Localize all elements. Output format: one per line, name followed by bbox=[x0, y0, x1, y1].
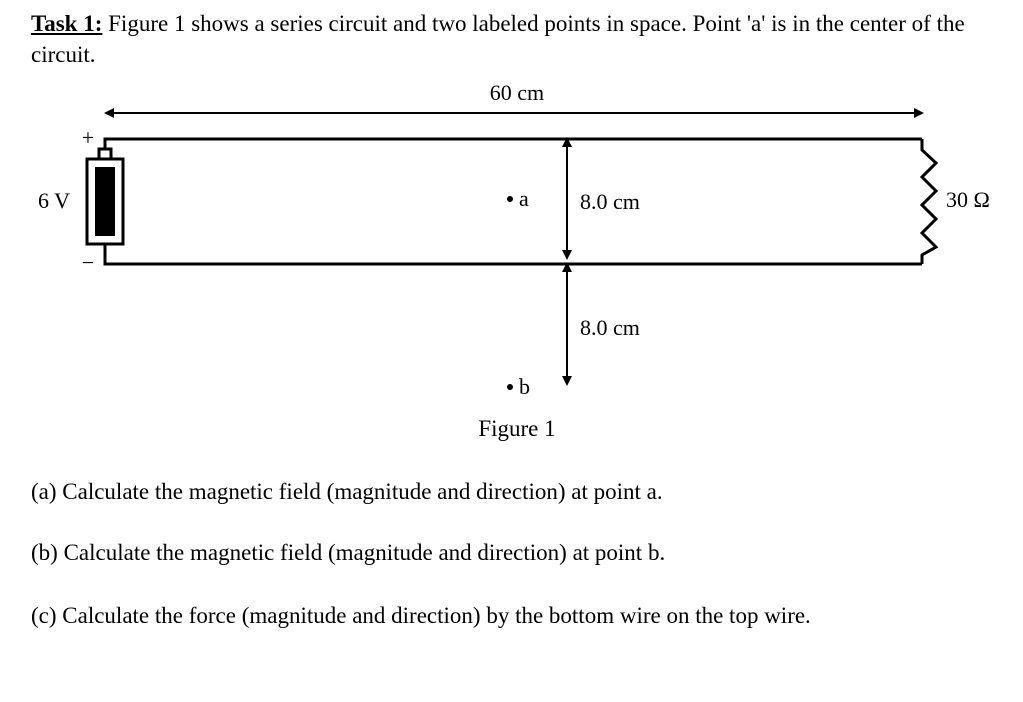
question-b: (b) Calculate the magnetic field (magnitude and direction) at point b. bbox=[31, 540, 666, 565]
bottom-wire bbox=[105, 244, 922, 264]
point-a-label: a bbox=[519, 186, 529, 211]
battery-negative-sign: − bbox=[81, 250, 95, 275]
task-description: Figure 1 shows a series circuit and two labeled points in space. Point 'a' is in the center of the circuit. bbox=[31, 11, 965, 67]
question-a: (a) Calculate the magnetic field (magnitude and direction) at point a. bbox=[31, 479, 663, 504]
battery-voltage-label: 6 V bbox=[38, 188, 70, 213]
separation-label: 8.0 cm bbox=[580, 189, 640, 214]
point-b-dot bbox=[507, 384, 513, 390]
question-c: (c) Calculate the force (magnitude and direction) by the bottom wire on the top wire. bbox=[31, 603, 811, 628]
distance-b-label: 8.0 cm bbox=[580, 315, 640, 340]
figure-caption: Figure 1 bbox=[478, 416, 556, 441]
task-label: Task 1: bbox=[31, 11, 103, 36]
battery-icon bbox=[87, 149, 123, 244]
point-a-dot bbox=[507, 196, 513, 202]
width-dimension-label: 60 cm bbox=[489, 80, 545, 105]
resistor-label: 30 Ω bbox=[946, 187, 990, 212]
battery-positive-sign: + bbox=[81, 125, 95, 150]
top-wire bbox=[105, 139, 922, 149]
point-b-label: b bbox=[519, 374, 530, 399]
resistor-icon bbox=[922, 139, 936, 264]
